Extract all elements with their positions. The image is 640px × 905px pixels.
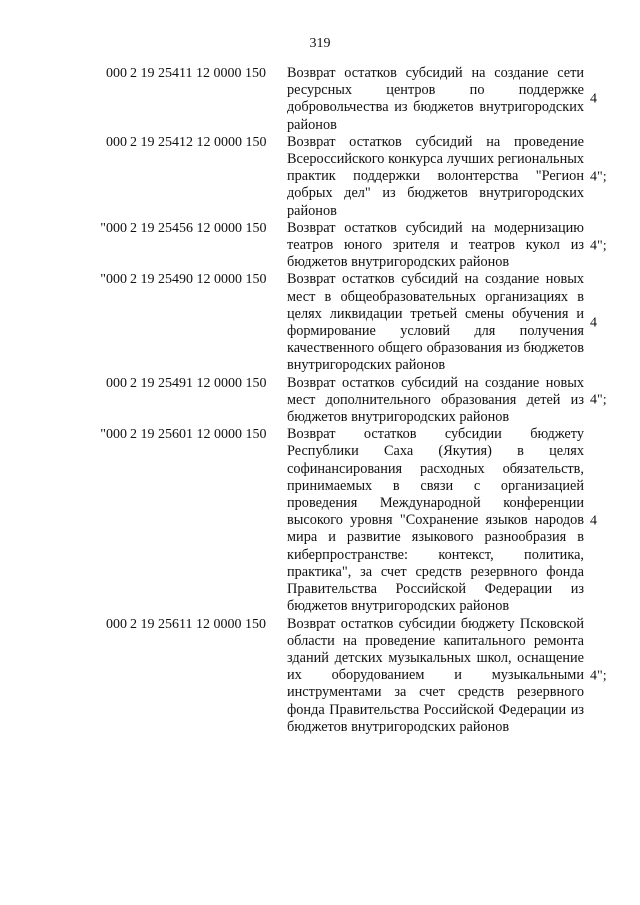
norm-value: 4"; <box>590 392 607 408</box>
kbk-code: 2 19 25601 12 0000 150 <box>130 427 267 443</box>
admin-code: "000 <box>100 220 127 236</box>
norm-value: 4"; <box>590 169 607 185</box>
kbk-code: 2 19 25611 12 0000 150 <box>130 616 266 632</box>
admin-code: "000 <box>100 272 127 288</box>
admin-code: 000 <box>106 375 127 391</box>
kbk-code: 2 19 25491 12 0000 150 <box>130 375 267 391</box>
admin-code: 000 <box>106 66 127 81</box>
row-description: Возврат остатков субсидий на проведение Всероссийского конкурса лучших региональных практик поддержки волонтерства "Регион добрых дел" из бюджетов внутригородских районов <box>287 133 584 219</box>
row-description: Возврат остатков субсидии бюджету Псковской области на проведение капитального ремонта зданий детских музыкальных школ, оснащение их оборудованием и музыкальными инструментами за счет средств резервного фонда Правительства Российской Федерации из бюджетов внутригородских районов <box>287 615 584 735</box>
row-description: Возврат остатков субсидий на создание новых мест дополнительного образования детей из бюджетов внутригородских районов <box>287 374 584 426</box>
kbk-code: 2 19 25456 12 0000 150 <box>130 220 267 236</box>
page-number: 319 <box>309 36 331 51</box>
table-row <box>0 65 640 134</box>
table-row <box>0 426 640 615</box>
admin-code: "000 <box>100 427 127 443</box>
admin-code: 000 <box>106 616 127 632</box>
norm-value: 4 <box>590 513 597 529</box>
kbk-code: 2 19 25490 12 0000 150 <box>130 272 267 288</box>
admin-code: 000 <box>106 134 127 150</box>
budget-code-table <box>0 65 640 736</box>
table-row <box>0 375 640 427</box>
row-description: Возврат остатков субсидий на модернизацию театров юного зрителя и театров кукол из бюджетов внутригородских районов <box>287 219 584 271</box>
table-row <box>0 220 640 272</box>
row-description: Возврат остатков субсидий на создание сети ресурсных центров по поддержке добровольчества из бюджетов внутригородских районов <box>287 65 584 133</box>
kbk-code: 2 19 25412 12 0000 150 <box>130 134 267 150</box>
table-row <box>0 271 640 374</box>
norm-value: 4 <box>590 91 597 107</box>
norm-value: 4"; <box>590 668 607 684</box>
norm-value: 4 <box>590 315 597 331</box>
row-description: Возврат остатков субсидии бюджету Республики Саха (Якутия) в целях софинансирования расходных обязательств, принимаемых в связи с организацией проведения Международной конференции высокого уровня "Сохранение языков народов мира и развитие языкового разнообразия в киберпространстве: контекст, политика, практика", за счет средств резервного фонда Правительства Российской Федерации из бюджетов внутригородских районов <box>287 426 584 615</box>
row-description: Возврат остатков субсидий на создание новых мест в общеобразовательных организациях в целях ликвидации третьей смены обучения и формирование условий для получения качественного общего образования из бюджетов внутригородских районов <box>287 271 584 374</box>
norm-value: 4"; <box>590 238 607 254</box>
table-row <box>0 616 640 736</box>
kbk-code: 2 19 25411 12 0000 150 <box>130 66 266 81</box>
table-row <box>0 134 640 220</box>
